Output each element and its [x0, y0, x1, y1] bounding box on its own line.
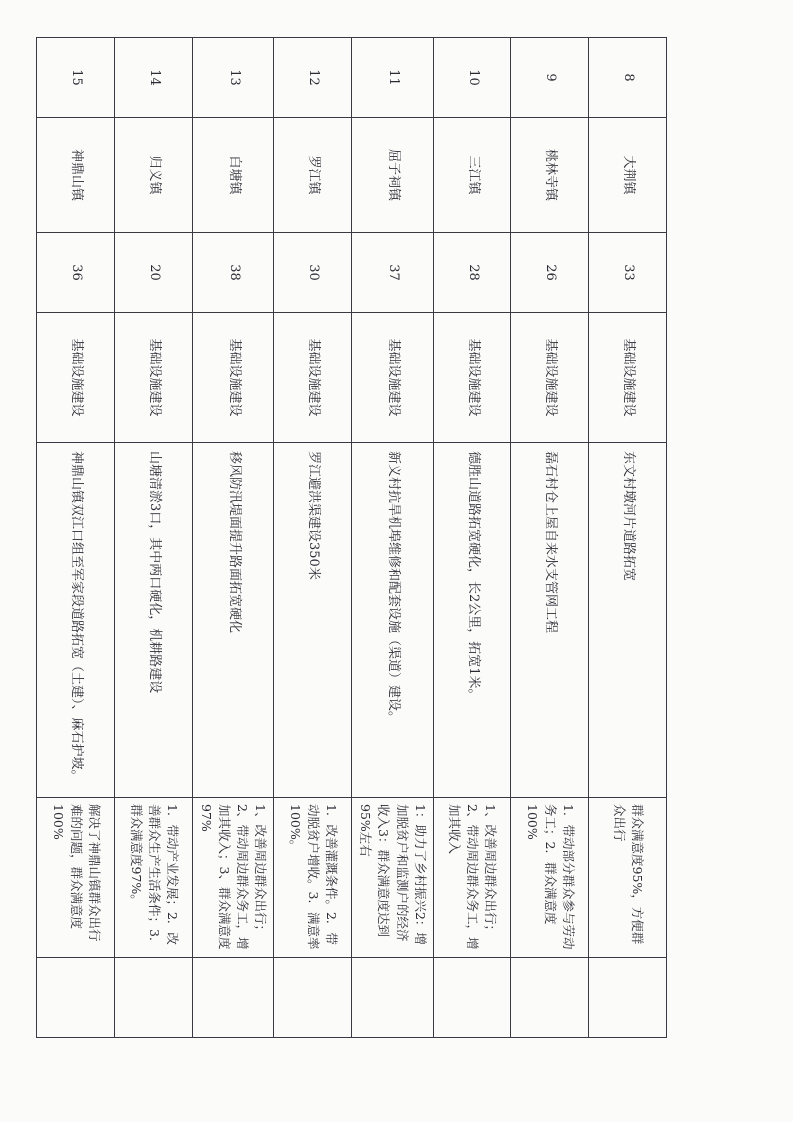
beneficiary-count: 20	[115, 233, 193, 313]
project-content: 罗江避洪渠建设350米	[274, 443, 352, 798]
project-type: 基础设施建设	[274, 313, 352, 443]
empty-cell	[433, 958, 511, 1038]
beneficiary-count: 36	[37, 233, 115, 313]
project-type: 基础设施建设	[352, 313, 434, 443]
beneficiary-count: 33	[589, 233, 667, 313]
empty-cell	[352, 958, 434, 1038]
beneficiary-count: 28	[433, 233, 511, 313]
project-type: 基础设施建设	[589, 313, 667, 443]
table-row	[352, 38, 434, 1038]
project-effect: 1．改善灌溉条件。2．带动脱贫户增收。3．满意率100%。	[274, 798, 352, 958]
beneficiary-count: 30	[274, 233, 352, 313]
table-row	[433, 38, 511, 1038]
town-name: 桃林寺镇	[511, 118, 589, 233]
town-name: 大荆镇	[589, 118, 667, 233]
project-content: 德胜山道路拓宽硬化，长2公里，拓宽1米。	[433, 443, 511, 798]
table-body	[37, 38, 667, 1038]
project-content: 新义村抗旱机埠维修和配套设施（渠道）建设。	[352, 443, 434, 798]
empty-cell	[37, 958, 115, 1038]
empty-cell	[589, 958, 667, 1038]
project-content: 东文村墩河片道路拓宽	[589, 443, 667, 798]
project-type: 基础设施建设	[511, 313, 589, 443]
empty-cell	[193, 958, 275, 1038]
table-row	[37, 38, 115, 1038]
project-effect: 解决了神鼎山镇群众出行难的问题，群众满意度100%	[37, 798, 115, 958]
row-number: 12	[274, 38, 352, 118]
empty-cell	[511, 958, 589, 1038]
table-row	[511, 38, 589, 1038]
empty-cell	[115, 958, 193, 1038]
town-name: 神鼎山镇	[37, 118, 115, 233]
table-container	[45, 37, 667, 1037]
project-content: 移风防汛堤面提升路面拓宽硬化	[193, 443, 275, 798]
table-row	[115, 38, 193, 1038]
project-content: 磊石村仓上屋自来水支管网工程	[511, 443, 589, 798]
project-effect: 群众满意度95%，方便群众出行	[589, 798, 667, 958]
beneficiary-count: 37	[352, 233, 434, 313]
row-number: 10	[433, 38, 511, 118]
project-effect: 1．带动部分群众参与劳动务工；2．群众满意度100%	[511, 798, 589, 958]
project-effect: 1、改善周边群众出行；2、带动周边群众务工，增加其收入；3、群众满意度97%	[193, 798, 275, 958]
table-row	[274, 38, 352, 1038]
project-effect: 1、改善周边群众出行；2、带动周边群众务工，增加其收入	[433, 798, 511, 958]
town-name: 屈子祠镇	[352, 118, 434, 233]
table-row	[193, 38, 275, 1038]
beneficiary-count: 38	[193, 233, 275, 313]
row-number: 11	[352, 38, 434, 118]
row-number: 14	[115, 38, 193, 118]
row-number: 9	[511, 38, 589, 118]
empty-cell	[274, 958, 352, 1038]
town-name: 罗江镇	[274, 118, 352, 233]
project-effect: 1：助力了乡村振兴2：增加脱贫户和监测户的经济收入3：群众满意度达到95%左右	[352, 798, 434, 958]
row-number: 15	[37, 38, 115, 118]
project-type: 基础设施建设	[433, 313, 511, 443]
project-type: 基础设施建设	[193, 313, 275, 443]
table-row	[589, 38, 667, 1038]
project-effect: 1．带动产业发展；2．改善群众生产生活条件；3．群众满意度97%。	[115, 798, 193, 958]
beneficiary-count: 26	[511, 233, 589, 313]
project-type: 基础设施建设	[115, 313, 193, 443]
town-name: 归义镇	[115, 118, 193, 233]
row-number: 13	[193, 38, 275, 118]
project-content: 山塘清淤3口，其中两口硬化，机耕路建设	[115, 443, 193, 798]
project-table	[37, 37, 668, 1038]
town-name: 白塘镇	[193, 118, 275, 233]
project-content: 神鼎山镇双江口组至军家段道路拓宽（土建）、麻石护坡。	[37, 443, 115, 798]
town-name: 三江镇	[433, 118, 511, 233]
project-type: 基础设施建设	[37, 313, 115, 443]
row-number: 8	[589, 38, 667, 118]
